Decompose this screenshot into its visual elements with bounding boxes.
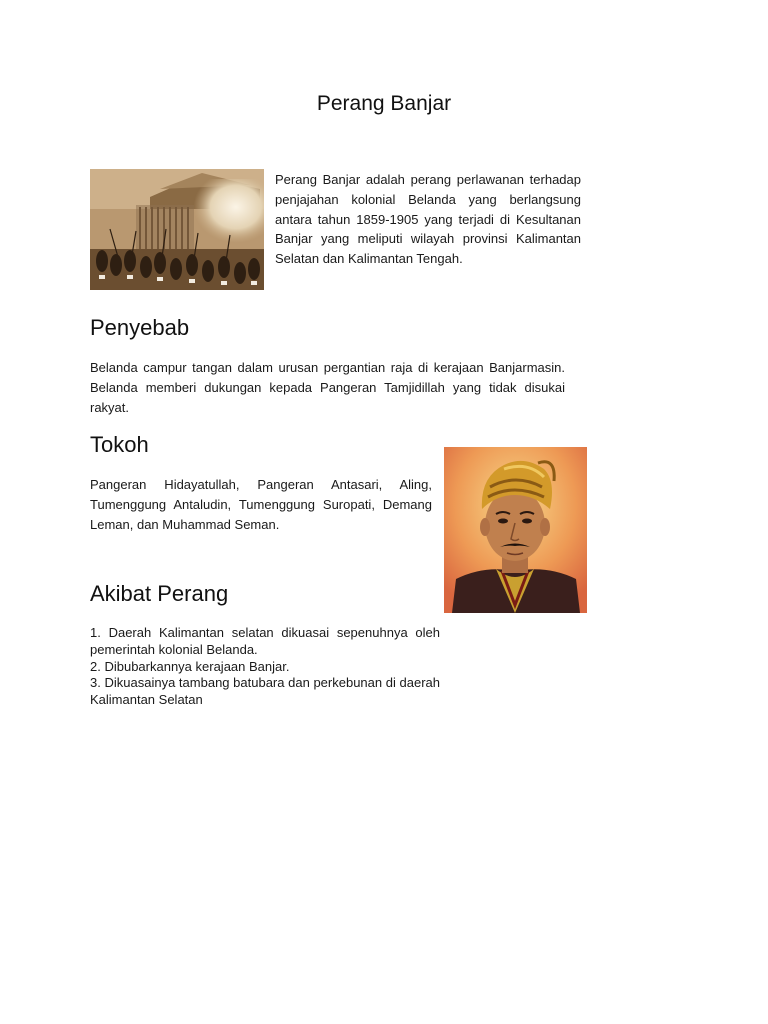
portrait-illustration-graphic [444, 447, 587, 613]
akibat-list [90, 625, 440, 709]
list-item: 2. Dibubarkannya kerajaan Banjar. [90, 658, 290, 674]
list-item: 1. Daerah Kalimantan selatan dikuasai sepenuhnya oleh pemerintah kolonial Belanda. [90, 625, 440, 657]
battle-illustration [90, 169, 264, 290]
tokoh-paragraph: Pangeran Hidayatullah, Pangeran Antasari, Aling, Tumenggung Antaludin, Tumenggung Suropati, Demang Leman, dan Muhammad Seman. [90, 477, 432, 532]
page-title: Perang Banjar [316, 92, 452, 115]
battle-illustration-graphic [90, 169, 264, 290]
list-item: 3. Dikuasainya tambang batubara dan perkebunan di daerah Kalimantan Selatan [90, 675, 440, 708]
section-heading-tokoh: Tokoh [90, 432, 149, 457]
portrait-illustration [444, 447, 587, 613]
intro-paragraph: Perang Banjar adalah perang perlawanan terhadap penjajahan kolonial Belanda yang berlangsung antara tahun 1859-1905 yang terjadi di Kesultanan Banjar yang meliputi wilayah provinsi Kalimantan Selatan dan Kalimantan Tengah. [275, 172, 581, 267]
penyebab-paragraph: Belanda campur tangan dalam urusan pergantian raja di kerajaan Banjarmasin. Belanda memberi dukungan kepada Pangeran Tamjidillah yang tidak disukai rakyat. [90, 360, 565, 415]
section-heading-penyebab: Penyebab [90, 315, 190, 340]
section-heading-akibat: Akibat Perang [90, 581, 229, 606]
